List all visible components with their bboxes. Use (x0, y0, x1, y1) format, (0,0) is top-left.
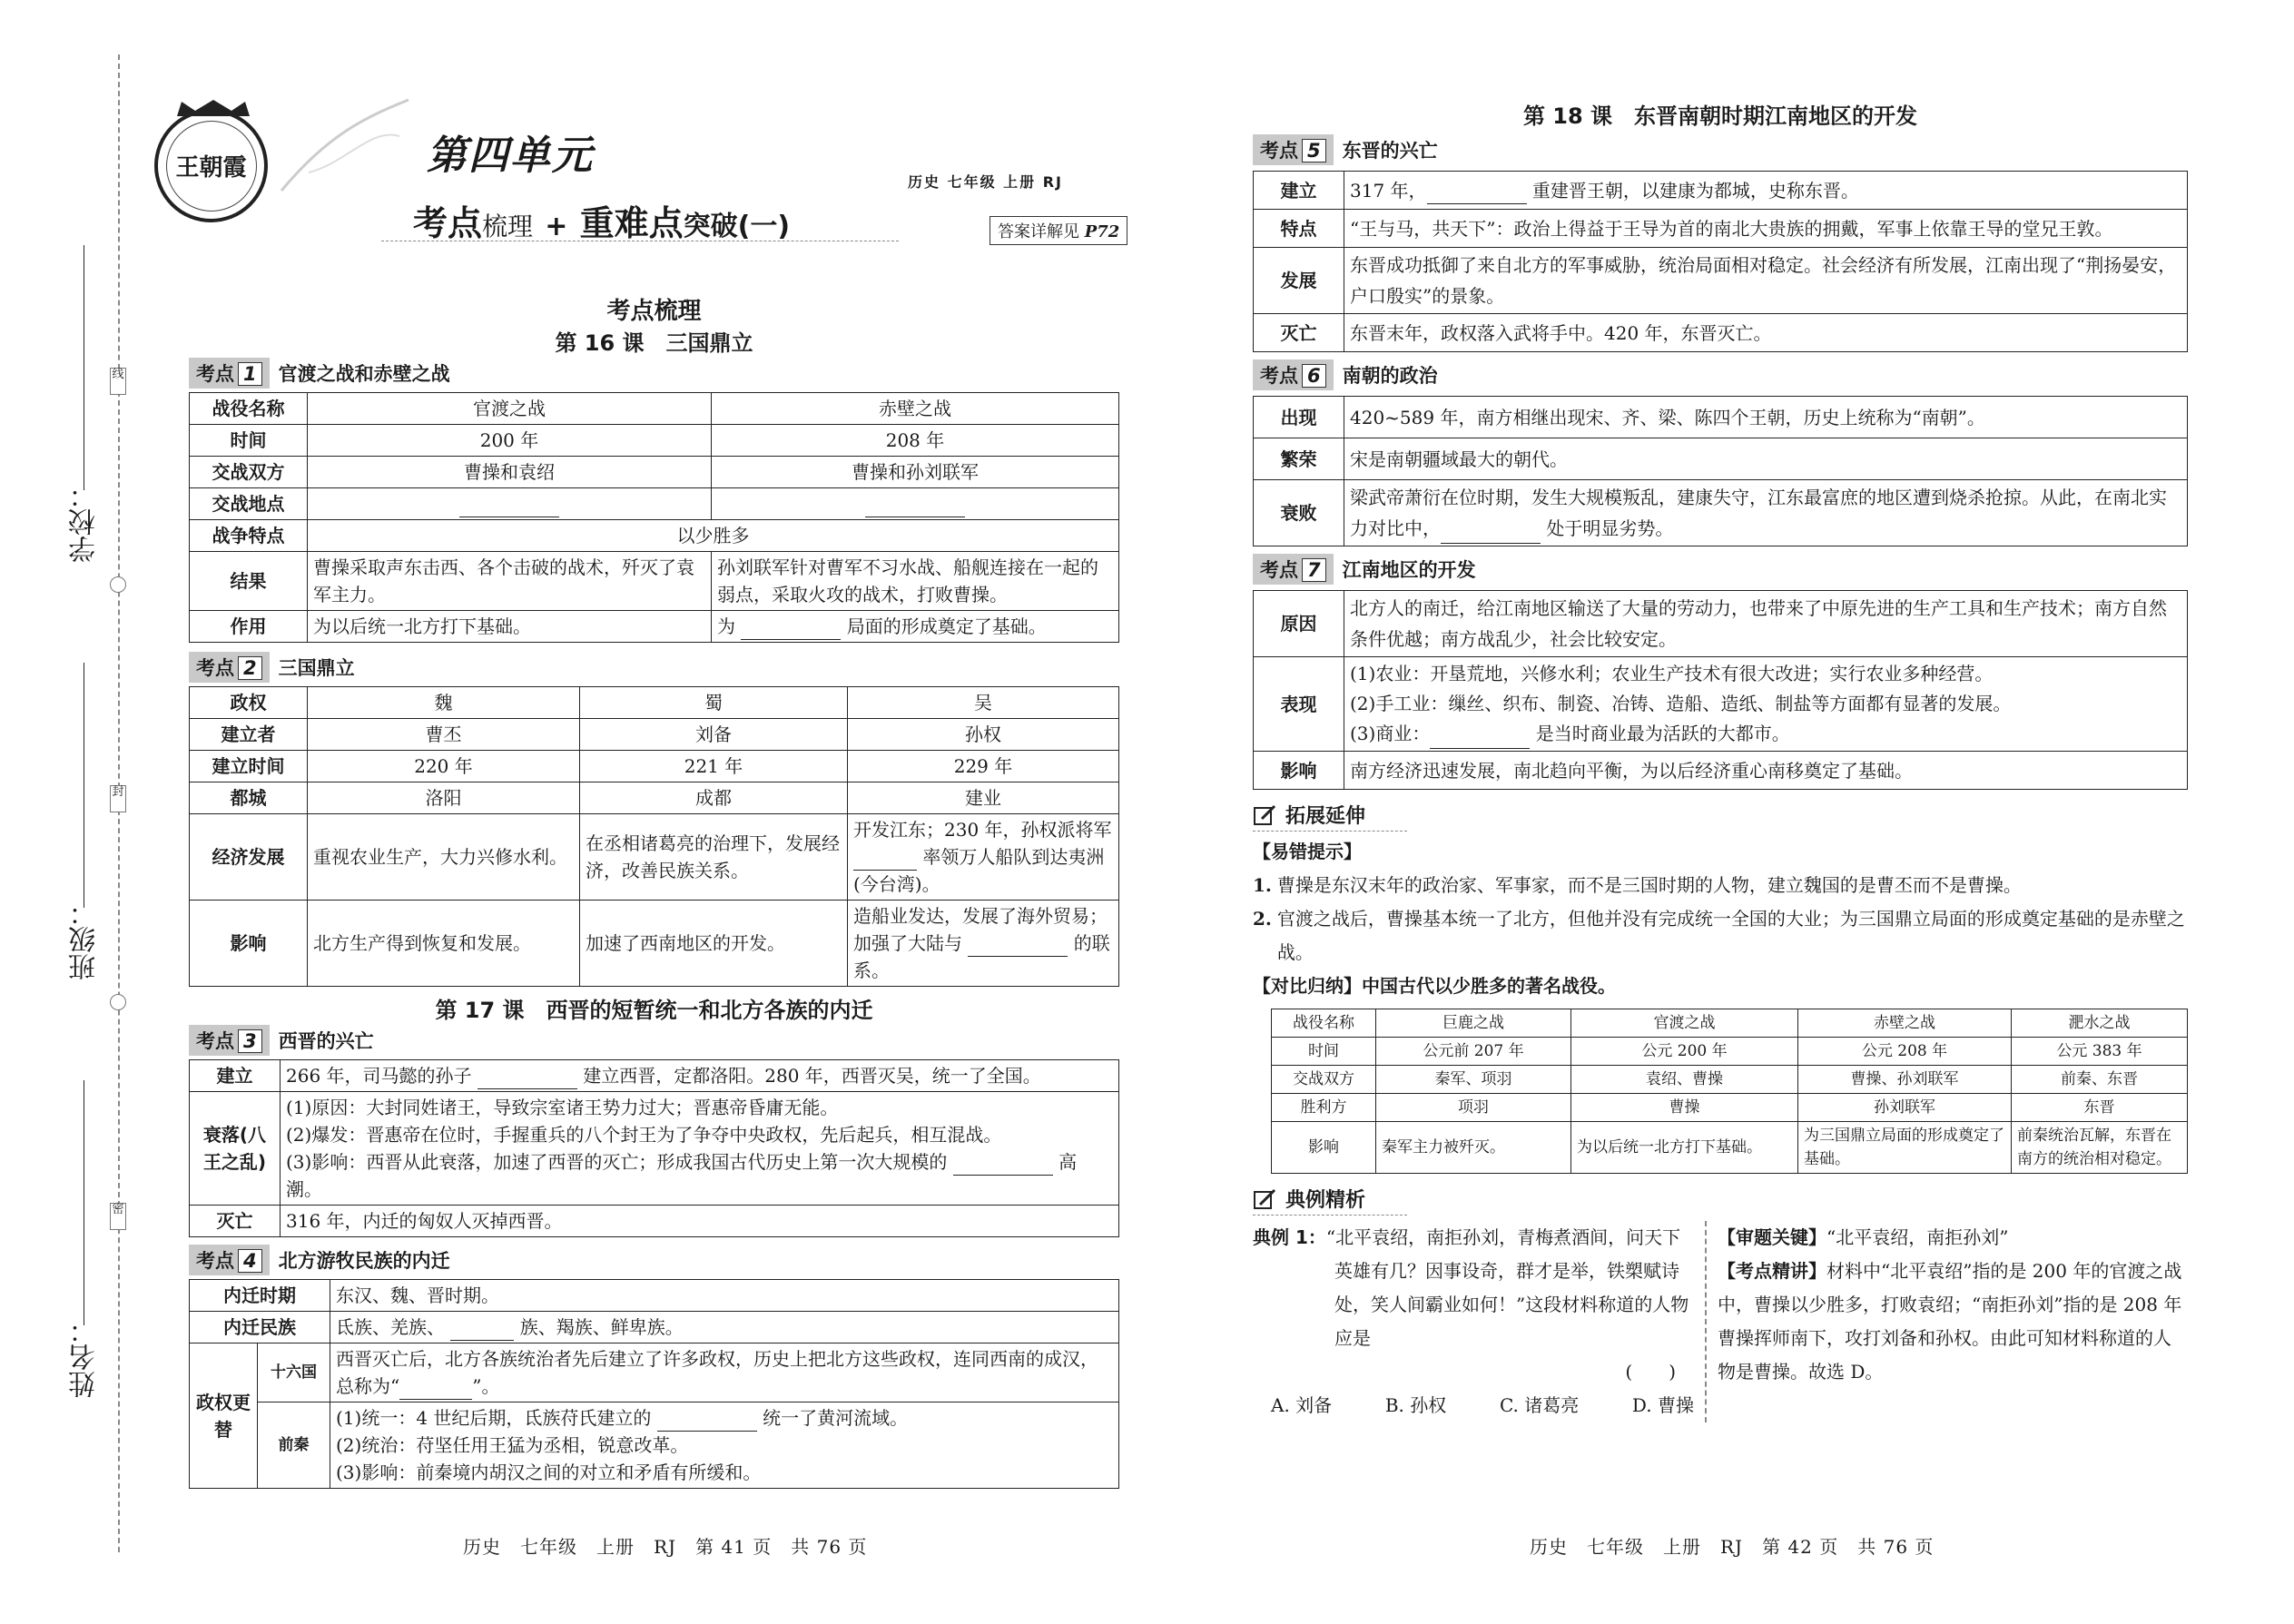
kaodian-title: 三国鼎立 (278, 657, 355, 679)
example-title: 典例精析 (1285, 1189, 1366, 1212)
table-row: 建立 317 年， 重建晋王朝，以建康为都城，史称东晋。 (1254, 172, 2188, 210)
answer-page: P72 (1084, 222, 1120, 241)
table-cell: 秦军、项羽 (1376, 1066, 1571, 1094)
right-footer: 历史 七年级 上册 RJ 第 42 页 共 76 页 (1530, 1536, 1935, 1558)
battles-table (189, 392, 1119, 643)
fill-blank[interactable] (478, 1069, 577, 1089)
lesson-16-title: 第 16 课 三国鼎立 (555, 330, 753, 356)
table-row: 建立者 曹丕 刘备 孙权 (190, 719, 1119, 751)
fill-blank[interactable] (1430, 729, 1530, 749)
table-row: 出现 420~589 年，南方相继出现宋、齐、梁、陈四个王朝，历史上统称为“南朝”。 (1254, 397, 2188, 438)
kaodian-6-header (1253, 359, 2188, 390)
table-row (1272, 1066, 2188, 1094)
binding-hole-icon (110, 576, 126, 593)
fill-blank[interactable] (865, 497, 965, 517)
logo-text: 王朝霞 (166, 121, 257, 212)
subtitle-b: 梳理 (482, 212, 534, 241)
table-cell: 时间 (1272, 1038, 1376, 1066)
kaodian-7-header (1253, 554, 2188, 585)
right-page (1253, 98, 2188, 1422)
edit-icon (1253, 804, 1278, 826)
header-meta: 历史 七年级 上册 RJ (908, 173, 1063, 191)
kaodian-tag: 考点 7 (1253, 554, 1334, 585)
crown-icon (172, 98, 254, 118)
table-cell: 官渡之战 (1571, 1009, 1798, 1038)
kaodian-5-header (1253, 134, 2188, 165)
binding-hole-icon (110, 994, 126, 1010)
table-row: 战役名称 官渡之战 赤壁之战 (190, 393, 1119, 425)
table-row: 影响 南方经济迅速发展，南北趋向平衡，为以后经济重心南移奠定了基础。 (1254, 752, 2188, 790)
table-row: 发展 东晋成功抵御了来自北方的军事威胁，统治局面相对稳定。社会经济有所发展，江南出现了“荆扬晏安，户口殷实”的景象。 (1254, 248, 2188, 314)
compare-table (1271, 1009, 2188, 1174)
example-question: 典例 1：“北平袁绍，南拒孙刘，青梅煮酒间，问天下英雄有几？因事设奇，群才是举，铁槊赋诗处，笑人间霸业如何！”这段材料称道的人物应是 ( ) A. 刘备 B. 孙权 C. 诸葛亮 D. 曹操 (1253, 1221, 1707, 1422)
fill-blank[interactable] (399, 1380, 472, 1400)
three-kingdoms-table (189, 686, 1119, 987)
kaodian-1-header (189, 358, 1119, 389)
jiangnan-table (1253, 590, 2188, 790)
table-cell: 曹操 (1571, 1094, 1798, 1122)
table-row (1272, 1094, 2188, 1122)
table-cell: 淝水之战 (2012, 1009, 2188, 1038)
kaodian-tag: 考点 2 (189, 652, 270, 683)
table-row: 内迁民族 氐族、羌族、 族、羯族、鲜卑族。 (190, 1312, 1119, 1343)
kaodian-tag: 考点 6 (1253, 359, 1334, 390)
lesson-17-title: 第 17 课 西晋的短暂统一和北方各族的内迁 (435, 998, 873, 1023)
kaodian-title: 官渡之战和赤壁之战 (278, 363, 450, 385)
table-cell: 东晋 (2012, 1094, 2188, 1122)
kaodian-title: 西晋的兴亡 (278, 1030, 374, 1052)
left-page (189, 292, 1119, 1489)
kaodian-tag: 考点 3 (189, 1025, 270, 1056)
option-c[interactable]: C. 诸葛亮 (1499, 1394, 1580, 1416)
example-label: 典例 1： (1253, 1226, 1326, 1248)
table-cell: 公元 200 年 (1571, 1038, 1798, 1066)
table-cell: 胜利方 (1272, 1094, 1376, 1122)
fill-blank[interactable] (741, 620, 841, 640)
subtitle-a: 考点 (413, 203, 483, 243)
compare-title: 中国古代以少胜多的著名战役。 (1362, 975, 1616, 997)
table-row: 结果 曹操采取声东击西、各个击破的战术，歼灭了袁军主力。 孙刘联军针对曹军不习水战、船舰连接在一起的弱点，采取火攻的战术，打败曹操。 (190, 552, 1119, 611)
answer-label: 答案详解见 (998, 222, 1079, 241)
kaodian-title: 江南地区的开发 (1342, 559, 1476, 581)
table-row (1272, 1009, 2188, 1038)
school-label: 学校： (69, 481, 101, 563)
error-tips: 【易错提示】 1. 曹操是东汉末年的政治家、军事家，而不是三国时期的人物，建立魏国的是曹丕而不是曹操。 2. 官渡之战后，曹操基本统一了北方，但他并没有完成统一全国的大业；为三国鼎立局面的形成奠定基础的是赤壁之战。 【对比归纳】中国古代以少胜多的著名战役。 (1253, 835, 2188, 1003)
table-cell: 战役名称 (1272, 1009, 1376, 1038)
table-cell: 孙刘联军 (1798, 1094, 2012, 1122)
table-row: 原因 北方人的南迁，给江南地区输送了大量的劳动力，也带来了中原先进的生产工具和生产技术；南方自然条件优越；南方战乱少，社会比较安定。 (1254, 591, 2188, 657)
subtitle-plus: + (545, 211, 568, 242)
table-row: 交战双方 曹操和袁绍 曹操和孙刘联军 (190, 457, 1119, 488)
table-row: 影响 北方生产得到恢复和发展。 加速了西南地区的开发。 造船业发达，发展了海外贸易；加强了大陆与 的联系。 (190, 901, 1119, 987)
table-row: 繁荣 宋是南朝疆域最大的朝代。 (1254, 438, 2188, 480)
table-row: 建立时间 220 年 221 年 229 年 (190, 751, 1119, 782)
table-cell: 巨鹿之战 (1376, 1009, 1571, 1038)
table-cell: 前秦统治瓦解，东晋在南方的统治相对稳定。 (2012, 1122, 2188, 1174)
table-cell: 赤壁之战 (1798, 1009, 2012, 1038)
kaodian-title: 东晋的兴亡 (1342, 140, 1438, 162)
table-row: 时间 200 年 208 年 (190, 425, 1119, 457)
table-cell: 为以后统一北方打下基础。 (1571, 1122, 1798, 1174)
kaodian-4-header (189, 1245, 1119, 1275)
table-row: 作用 为以后统一北方打下基础。 为 局面的形成奠定了基础。 (190, 611, 1119, 643)
table-cell: 秦军主力被歼灭。 (1376, 1122, 1571, 1174)
migration-table (189, 1279, 1119, 1489)
fill-blank[interactable] (953, 1156, 1053, 1176)
table-row (1272, 1038, 2188, 1066)
seal-feng: 封 (110, 785, 126, 812)
table-cell: 为三国鼎立局面的形成奠定了基础。 (1798, 1122, 2012, 1174)
option-a[interactable]: A. 刘备 (1271, 1394, 1333, 1416)
pencil-icon (1253, 1188, 1278, 1210)
table-row: 前秦 (1)统一：4 世纪后期，氐族苻氏建立的 统一了黄河流域。 (2)统治：苻坚任用王猛为丞相，锐意改革。 (3)影响：前秦境内胡汉之间的对立和矛盾有所缓和。 (190, 1403, 1119, 1489)
extension-title: 拓展延伸 (1285, 805, 1366, 828)
kaodian-3-header (189, 1025, 1119, 1056)
kaodian-tag: 考点 4 (189, 1245, 270, 1275)
lesson-18-title: 第 18 课 东晋南朝时期江南地区的开发 (1522, 103, 1918, 129)
table-cell: 交战双方 (1272, 1066, 1376, 1094)
kaodian-tag: 考点 1 (189, 358, 270, 389)
extension-header (1253, 801, 1407, 832)
class-label: 班级： (69, 899, 101, 980)
compare-heading: 【对比归纳】 (1253, 975, 1362, 997)
table-cell: 公元 208 年 (1798, 1038, 2012, 1066)
table-row: 经济发展 重视农业生产，大力兴修水利。 在丞相诸葛亮的治理下，发展经济，改善民族关系。 开发江东；230 年，孙权派将军 率领万人船队到达夷洲(今台湾)。 (190, 814, 1119, 901)
seal-xian: 线 (110, 368, 126, 395)
seal-mi: 密 (110, 1203, 126, 1230)
table-cell: 袁绍、曹操 (1571, 1066, 1798, 1094)
table-cell: 公元前 207 年 (1376, 1038, 1571, 1066)
error-tips-heading: 【易错提示】 (1253, 841, 1362, 862)
kaodian-2-header (189, 652, 1119, 683)
ribbon-icon (272, 82, 418, 209)
table-row (1272, 1122, 2188, 1174)
table-row: 交战地点 (190, 488, 1119, 520)
table-cell: 前秦、东晋 (2012, 1066, 2188, 1094)
table-cell: 曹操、孙刘联军 (1798, 1066, 2012, 1094)
answer-ref (989, 216, 1127, 245)
table-row: 特点 “王与马，共天下”：政治上得益于王导为首的南北大贵族的拥戴，军事上依靠王导的堂兄王敦。 (1254, 210, 2188, 248)
table-row: 建立 266 年，司马懿的孙子 建立西晋，定都洛阳。280 年，西晋灭吴，统一了全国。 (190, 1060, 1119, 1092)
subtitle (413, 195, 790, 245)
name-label: 姓名： (69, 1316, 101, 1398)
table-cell: 公元 383 年 (2012, 1038, 2188, 1066)
western-jin-table (189, 1059, 1119, 1237)
example-explanation: 【审题关键】“北平袁绍，南拒孙刘” 【考点精讲】材料中“北平袁绍”指的是 200 年的官渡之战中，曹操以少胜多，打败袁绍；“南拒孙刘”指的是 208 年曹操挥师南下，攻打刘备和孙权。由此可知材料称道的人物是曹操。故选 D。 (1718, 1226, 2182, 1383)
option-d[interactable]: D. 曹操 (1631, 1394, 1694, 1416)
table-row: 政权更替 十六国 西晋灭亡后，北方各族统治者先后建立了许多政权，历史上把北方这些政权，连同西南的成汉，总称为“ ”。 (190, 1343, 1119, 1403)
kaodian-title: 北方游牧民族的内迁 (278, 1250, 450, 1272)
table-row: 战争特点 以少胜多 (190, 520, 1119, 552)
logo-seal (154, 109, 268, 222)
fill-blank[interactable] (459, 497, 559, 517)
southern-dynasties-table (1253, 396, 2188, 546)
example-block (1253, 1221, 2188, 1422)
table-row: 表现 (1)农业：开垦荒地，兴修水利；农业生产技术有很大改进；实行农业多种经营。 (2)手工业：缫丝、织布、制瓷、冶铸、造船、造纸、制盐等方面都有显著的发展。 (3)商业： 是当时商业最为活跃的大都市。 (1254, 657, 2188, 752)
table-row: 衰败 梁武帝萧衍在位时期，发生大规模叛乱，建康失守，江东最富庶的地区遭到烧杀抢掠。从此，在南北实力对比中， 处于明显劣势。 (1254, 480, 2188, 546)
fill-blank[interactable] (968, 937, 1068, 957)
kaodian-title: 南朝的政治 (1342, 365, 1438, 387)
table-row: 都城 洛阳 成都 建业 (190, 782, 1119, 814)
table-cell: 项羽 (1376, 1094, 1571, 1122)
table-row: 政权 魏 蜀 吴 (190, 687, 1119, 719)
unit-title: 第四单元 (427, 133, 594, 179)
table-row: 衰落(八王之乱) (1)原因：大封同姓诸王，导致宗室诸王势力过大；晋惠帝昏庸无能。 (2)爆发：晋惠帝在位时，手握重兵的八个封王为了争夺中央政权，先后起兵，相互混战。 (3)影响：西晋从此衰落，加速了西晋的灭亡；形成我国古代历史上第一次大规模的 高潮。 (190, 1092, 1119, 1206)
option-b[interactable]: B. 孙权 (1384, 1394, 1447, 1416)
fill-blank[interactable] (657, 1412, 757, 1432)
example-header (1253, 1185, 1407, 1216)
table-row: 灭亡 东晋末年，政权落入武将手中。420 年，东晋灭亡。 (1254, 314, 2188, 352)
answer-parens: ( ) (1625, 1361, 1676, 1383)
left-footer: 历史 七年级 上册 RJ 第 41 页 共 76 页 (463, 1536, 868, 1558)
table-row: 内迁时期 东汉、魏、晋时期。 (190, 1280, 1119, 1312)
fill-blank[interactable] (450, 1321, 514, 1341)
table-cell: 影响 (1272, 1122, 1376, 1174)
fill-blank[interactable] (1427, 184, 1527, 204)
fill-blank[interactable] (1441, 524, 1541, 544)
subtitle-d: 突破(一) (683, 211, 791, 242)
kaodian-tag: 考点 5 (1253, 134, 1334, 165)
fill-blank[interactable] (853, 851, 917, 871)
subtitle-c: 重难点 (579, 203, 684, 243)
eastern-jin-table (1253, 171, 2188, 352)
section-title: 考点梳理 (606, 298, 702, 325)
table-row: 灭亡 316 年，内迁的匈奴人灭掉西晋。 (190, 1206, 1119, 1237)
